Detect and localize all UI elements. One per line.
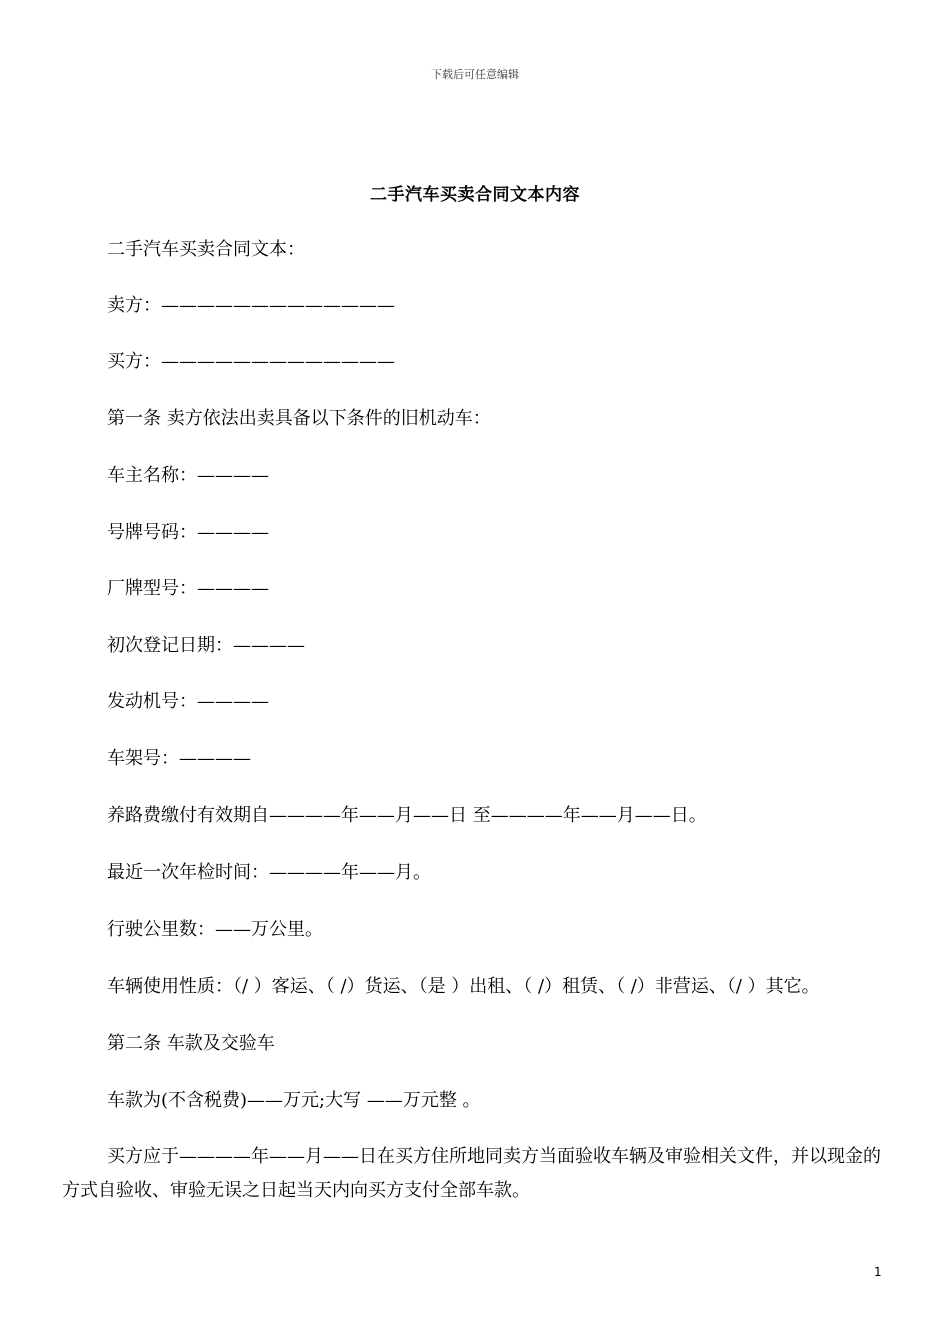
first-registration-line: 初次登记日期：————	[107, 635, 305, 656]
price-line: 车款为(不含税费)——万元;大写 ——万元整 。	[107, 1090, 481, 1111]
owner-name-line: 车主名称：————	[107, 465, 269, 486]
road-fee-line: 养路费缴付有效期自————年——月——日 至————年——月——日。	[107, 805, 707, 826]
brand-model-line: 厂牌型号：————	[107, 578, 269, 599]
mileage-line: 行驶公里数：——万公里。	[107, 919, 323, 940]
header-note: 下载后可任意编辑	[431, 68, 519, 81]
seller-line: 卖方：—————————————	[107, 295, 395, 316]
payment-paragraph: 买方应于————年——月——日在买方住所地同卖方当面验收车辆及审验相关文件，并以现金的方式自验收、审验无误之日起当天内向买方支付全部车款。	[62, 1146, 881, 1201]
page-number: 1	[874, 1265, 882, 1279]
plate-number-line: 号牌号码：————	[107, 522, 269, 543]
contract-intro-line: 二手汽车买卖合同文本：	[107, 239, 305, 260]
usage-nature-line: 车辆使用性质：（/ ）客运、（ /）货运、（是 ）出租、（ /）租赁、（ /）非营运、（/ ）其它。	[107, 976, 820, 997]
document-title: 二手汽车买卖合同文本内容	[370, 185, 580, 205]
buyer-line: 买方：—————————————	[107, 351, 395, 372]
frame-number-line: 车架号：————	[107, 748, 251, 769]
engine-number-line: 发动机号：————	[107, 691, 269, 712]
article-two-heading: 第二条 车款及交验车	[107, 1033, 275, 1054]
annual-inspection-line: 最近一次年检时间：————年——月。	[107, 862, 431, 883]
article-one-heading: 第一条 卖方依法出卖具备以下条件的旧机动车：	[107, 408, 491, 429]
